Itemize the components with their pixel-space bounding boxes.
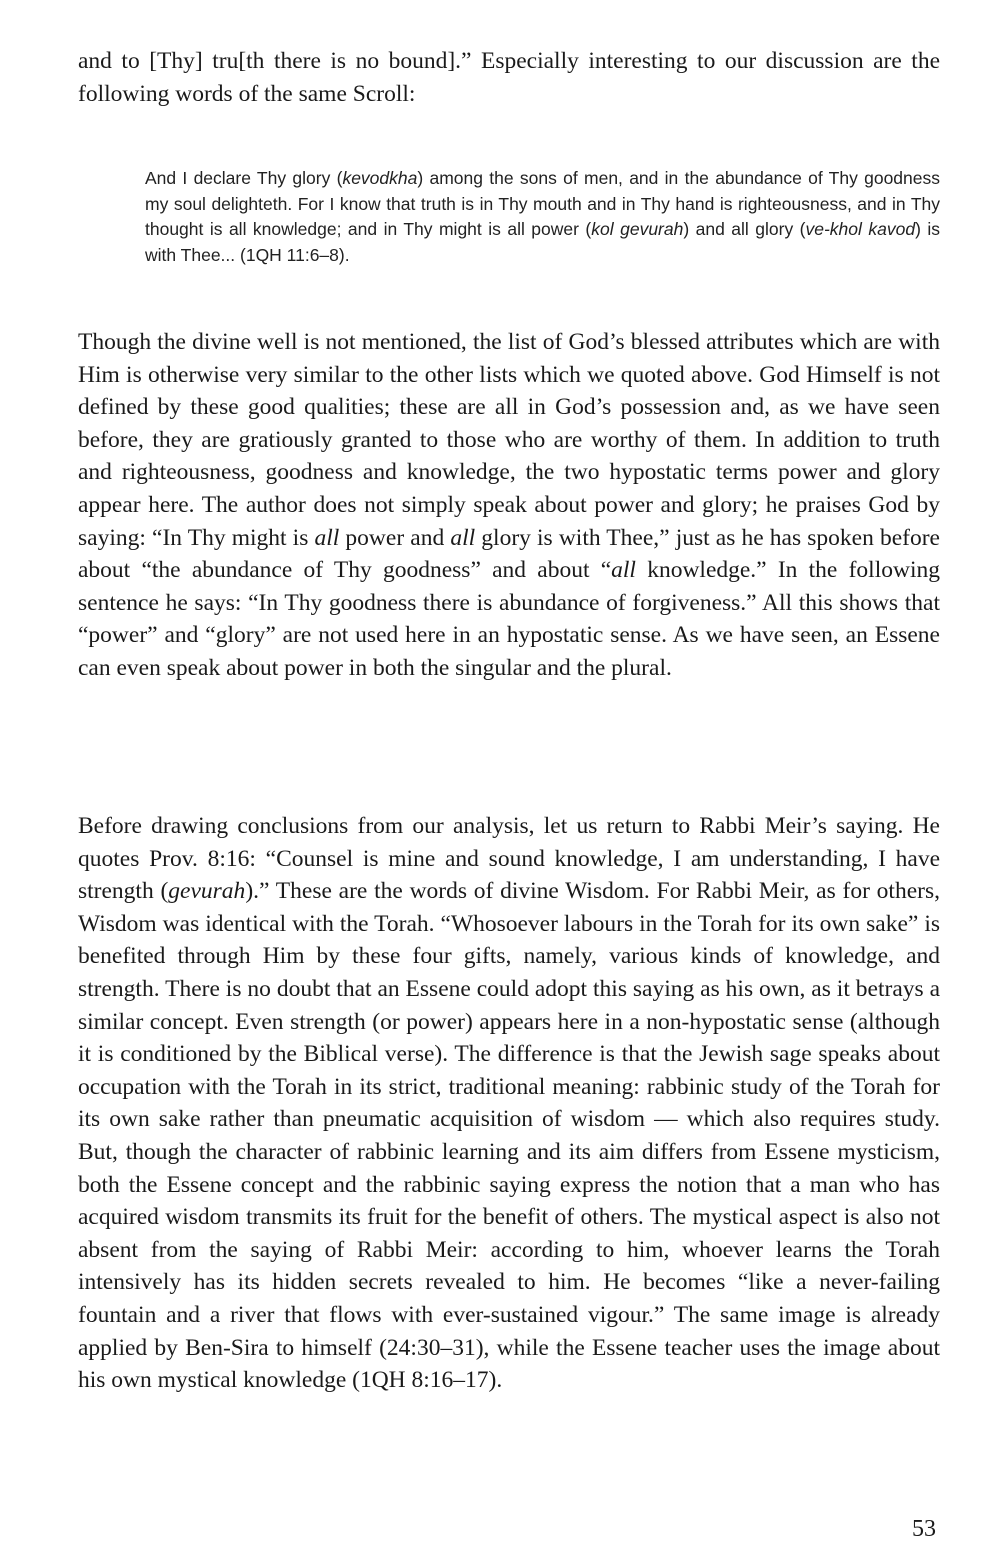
block-quote [145,166,940,268]
quote-segment: And I declare Thy glory ( [145,168,343,188]
quote-term-ve-khol-kavod: ve-khol kavod [805,219,916,239]
emphasis-all: all [314,524,340,551]
emphasis-all: all [450,524,476,551]
body-segment: power and [339,524,451,551]
body-segment: knowledge.” In the following sentence he says: “In Thy goodness there is abundance of forgiveness.” All this shows that “power” and “glory” are not used here in an hypostatic sense. As we have seen, an Essene can even speak about power in both the singular and the plural. [78,557,940,681]
emphasis-all: all [611,557,636,584]
quote-term-kevodkha: kevodkha [342,168,418,188]
body-segment: Before drawing conclusions from our analysis, let us return to Rabbi Meir’s saying. He quotes Prov. 8:16: “Counsel is mine and sound knowledge, I am understanding, I have strength ( [78,813,940,905]
body-paragraph-rabbi-meir [78,810,940,1397]
quote-term-kol-gevurah: kol gevurah [591,219,684,239]
quote-segment: ) among the sons of men, and in the abundance of Thy goodness my soul delighteth. For I know that truth is in Thy mouth and in Thy hand is righteousness, and in Thy thought is all knowledge; and in Thy might is all power ( [145,168,940,239]
body-segment: Though the divine well is not mentioned, the list of God’s blessed attributes which are with Him is otherwise very similar to the other lists which we quoted above. God Himself is not defined by these good qualities; these are all in God’s possession and, as we have seen before, they are gratiously granted to those who are worthy of them. In addition to truth and righteousness, goodness and knowledge, the two hypostatic terms power and glory appear here. The author does not simply speak about power and glory; he praises God by saying: “In Thy might is [78,329,940,551]
page-number: 53 [912,1516,936,1542]
emphasis-gevurah: gevurah [168,878,246,905]
quote-segment: ) is with Thee... (1QH 11:6–8). [145,219,940,265]
intro-paragraph [78,45,940,110]
body-paragraph-attributes [78,326,940,685]
body-segment: ).” These are the words of divine Wisdom. For Rabbi Meir, as for others, Wisdom was identical with the Torah. “Whosoever labours in the Torah for its own sake” is benefited through Him by these four gifts, namely, various kinds of knowledge, and strength. There is no doubt that an Essene could adopt this saying as his own, as it betrays a similar concept. Even strength (or power) appears here in a non-hypostatic sense (although it is conditioned by the Biblical verse). The difference is that the Jewish sage speaks about occupation with the Torah in its strict, traditional meaning: rabbinic study of the Torah for its own sake rather than pneumatic acquisition of wisdom — which also requires study. But, though the character of rabbinic learning and its aim differs from Essene mysticism, both the Essene concept and the rabbinic saying express the notion that a man who has acquired wisdom transmits its fruit for the benefit of others. The mystical aspect is also not absent from the saying of Rabbi Meir: according to him, whoever learns the Torah intensively has its hidden secrets revealed to him. He becomes “like a never-failing fountain and a river that flows with ever-sustained vigour.” The same image is already applied by Ben-Sira to himself (24:30–31), while the Essene teacher uses the image about his own mystical knowledge (1QH 8:16–17). [78,878,940,1394]
intro-text: and to [Thy] tru[th there is no bound].” Especially interesting to our discussion are the following words of the same Scroll: [78,48,940,107]
quote-segment: ) and all glory ( [683,219,806,239]
body-segment: glory is with Thee,” just as he has spoken before about “the abundance of Thy goodness” and about “ [78,524,940,584]
